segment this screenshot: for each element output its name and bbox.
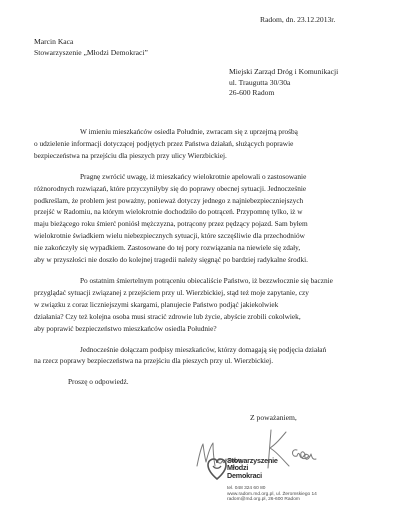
- body-paragraph: [34, 171, 359, 266]
- body-paragraph: [34, 126, 359, 162]
- heart-icon: [207, 457, 227, 483]
- paragraph-line: W imieniu mieszkańców osiedla Południe, zwracam się z uprzejmą prośbą: [80, 127, 298, 136]
- paragraph-line: różnorodnych rozwiązań, które przyczyniłyby się do poprawy obecnej sytuacji. Jednocześnie: [34, 183, 307, 193]
- sender-organization: Stowarzyszenie „Młodzi Demokraci”: [34, 48, 148, 57]
- paragraph-line: aby w przyszłości nie doszło do kolejnej tragedii należy sięgnąć po bardziej radykalne środki.: [34, 255, 308, 265]
- paragraph-line: Po ostatnim śmiertelnym potrąceniu obiecaliście Państwo, iż bezzwłocznie się bacznie: [80, 275, 333, 285]
- paragraph-line: maju bieżącego roku śmierć poniósł mężczyzna, potrącony przez pędzący pojazd. Sam byłem: [34, 219, 308, 229]
- letter-body: [34, 126, 359, 397]
- footer-contact: [227, 486, 317, 503]
- body-paragraph: [34, 344, 359, 368]
- paragraph-line: o udzielenie informacji dotyczącej podjętych przez Państwa działań, służących poprawie: [34, 138, 294, 148]
- paragraph-line: Pragnę zwrócić uwagę, iż mieszkańcy wielokrotnie apelowali o zastosowanie: [80, 171, 307, 181]
- logo-text: Stowarzyszenie: [227, 456, 278, 465]
- sender-name: Marcin Kaca: [34, 37, 74, 46]
- paragraph-line: przyglądać sytuacji związanej z przejściem przy ul. Wierzbickiej, stąd też moje zapytanie, czy: [34, 287, 309, 297]
- paragraph-line: przejść w Radomiu, na którym wielokrotnie dochodziło do potrąceń. Przypomnę tylko, iż w: [34, 207, 303, 217]
- paragraph-line: działania? Czy też kolejna osoba musi stracić zdrowie lub życie, abyście zrobili cokolwiek,: [34, 311, 301, 321]
- paragraph-line: aby poprawić bezpieczeństwo mieszkańców osiedla Południe?: [34, 323, 217, 333]
- paragraph-line: w związku z coraz liczniejszymi skargami, planujecie Państwo podjąć jakiekolwiek: [34, 299, 279, 309]
- paragraph-line: Proszę o odpowiedź.: [68, 377, 129, 387]
- footer-city: radom@md.org.pl, 26-600 Radom: [227, 497, 300, 503]
- logo-text: Demokraci: [227, 470, 262, 480]
- paragraph-line: wielokrotnie świadkiem wielu niebezpiecznych sytuacji, które szczęśliwie dla przechodniów: [34, 231, 305, 241]
- paragraph-line: bezpieczeństwa na przejściu dla pieszych przy ulicy Wierzbickiej.: [34, 150, 227, 160]
- recipient-block: [229, 67, 338, 99]
- recipient-line: 26-600 Radom: [229, 88, 275, 97]
- logo-text: Młodzi: [227, 463, 249, 473]
- paragraph-line: podkreślam, że problem jest poważny, ponieważ dotyczy jednego z najniebezpieczniejszych: [34, 195, 304, 205]
- sender-block: [34, 36, 148, 58]
- closing-phrase: Z poważaniem,: [250, 413, 297, 422]
- recipient-line: ul. Traugutta 30/30a: [229, 77, 291, 87]
- footer-address: www.radom.md.org.pl, ul. Żeromskiego 14: [227, 491, 317, 497]
- paragraph-line: na rzecz poprawy bezpieczeństwa na przejściu dla pieszych przy ul. Wierzbickiej.: [34, 356, 274, 366]
- paragraph-line: Jednocześnie dołączam podpisy mieszkańców, którzy domagają się podjęcia działań: [80, 344, 327, 354]
- recipient-line: Miejski Zarząd Dróg i Komunikacji: [229, 67, 339, 76]
- letter-date: Radom, dn. 23.12.2013r.: [260, 15, 336, 24]
- body-paragraph: [34, 275, 359, 335]
- body-paragraph: [34, 376, 359, 388]
- footer-phone: tel. 048 324 60 80: [227, 486, 266, 491]
- paragraph-line: nie zakończyły się wypadkiem. Zastosowane do tej pory rozwiązania na niewiele się zdały,: [34, 243, 301, 253]
